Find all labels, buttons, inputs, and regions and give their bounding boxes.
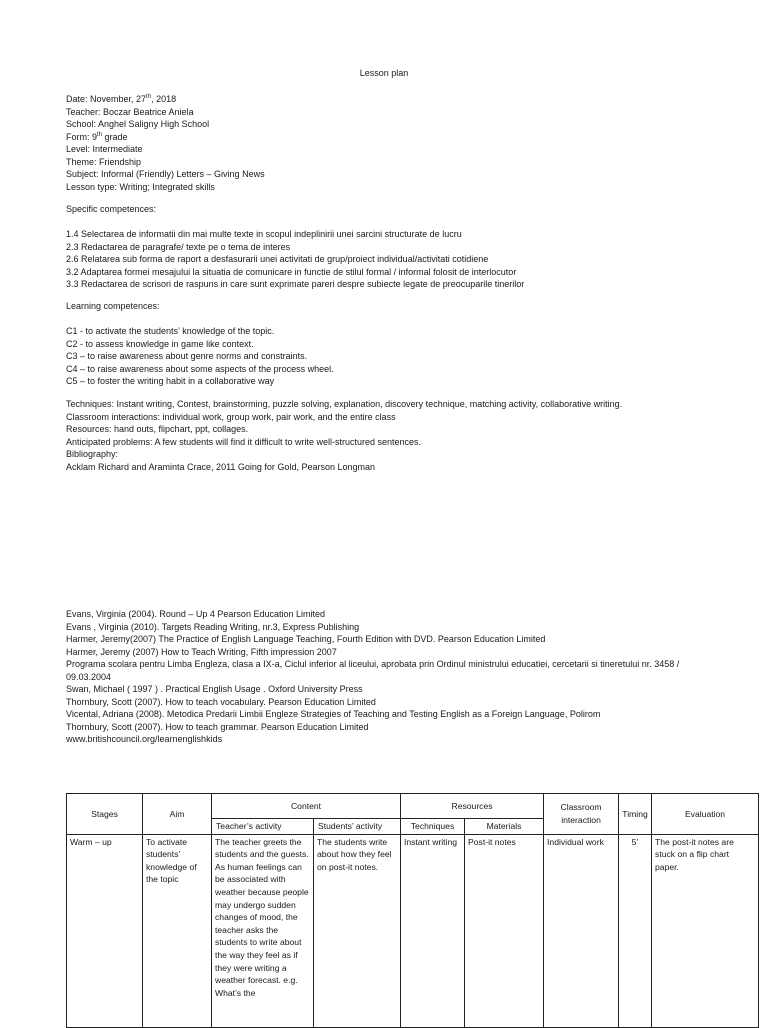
cell-aim: To activate students’ knowledge of the topic — [143, 834, 212, 1027]
cell-timing: 5’ — [619, 834, 652, 1027]
bibliography-entry: Harmer, Jeremy (2007) How to Teach Writing, Fifth impression 2007 — [66, 646, 337, 657]
bibliography-entry: Programa scolara pentru Limba Engleza, clasa a IX-a, Ciclul inferior al liceului, aprobata prin Ordinul ministrului educatiei, cercetarii si tineretului nr. 3458 / 09.03.2004 — [66, 659, 680, 682]
school-line: School: Anghel Saligny High School — [66, 119, 210, 129]
competence-item: 3.3 Redactarea de scrisori de raspuns in care sunt exprimate pareri despre subiecte legate de preocuparile tinerilor — [66, 279, 525, 289]
cell-technique: Instant writing — [401, 834, 465, 1027]
header-techniques: Techniques — [401, 819, 465, 835]
header-evaluation: Evaluation — [652, 794, 759, 835]
competence-item: C2 - to assess knowledge in game like context. — [66, 338, 254, 349]
header-aim: Aim — [143, 794, 212, 835]
cell-interaction: Individual work — [544, 834, 619, 1027]
bibliography-entry: www.britishcouncil.org/learnenglishkids — [66, 734, 223, 744]
section-heading: Specific competences: — [66, 204, 157, 214]
bibliography-entry: Swan, Michael ( 1997 ) . Practical English Usage . Oxford University Press — [66, 684, 363, 694]
subject-line: Subject: Informal (Friendly) Letters – Giving News — [66, 169, 265, 179]
cell-students-activity: The students write about how they feel on post-it notes. — [314, 834, 401, 1027]
specific-competences — [66, 203, 706, 291]
level-line: Level: Intermediate — [66, 144, 143, 154]
bibliography-heading: Bibliography: — [66, 449, 119, 459]
header-resources: Resources — [401, 794, 544, 819]
header-content: Content — [212, 794, 401, 819]
header-timing: Timing — [619, 794, 652, 835]
competence-item: C1 - to activate the students’ knowledge of the topic. — [66, 326, 275, 336]
date-line: Date: November, 27th, 2018 — [66, 94, 177, 104]
cell-stage: Warm – up — [67, 834, 143, 1027]
document-title: Lesson plan — [359, 68, 409, 78]
cell-materials: Post-it notes — [465, 834, 544, 1027]
bibliography-entry: Thornbury, Scott (2007). How to teach grammar. Pearson Education Limited — [66, 721, 369, 732]
bibliography-entry: Acklam Richard and Araminta Crace, 2011 Going for Gold, Pearson Longman — [66, 461, 375, 472]
cell-evaluation: The post-it notes are stuck on a flip chart paper. — [652, 834, 759, 1027]
section-heading: Learning competences: — [66, 301, 160, 311]
teacher-line: Teacher: Boczar Beatrice Aniela — [66, 106, 194, 117]
interactions-line: Classroom interactions: individual work, group work, pair work, and the entire class — [66, 411, 396, 422]
competence-item: C3 – to raise awareness about genre norms and constraints. — [66, 351, 308, 361]
competence-item: 3.2 Adaptarea formei mesajului la situatia de comunicare in functie de stilul formal / informal folosit de interlocutor — [66, 266, 517, 277]
bibliography-entry: Thornbury, Scott (2007). How to teach vocabulary. Pearson Education Limited — [66, 696, 376, 707]
competence-item: 2.6 Relatarea sub forma de raport a desfasurarii unei activitati de grup/proiect individual/activitati cotidiene — [66, 254, 489, 264]
table-row — [67, 834, 759, 1027]
form-line: Form: 9th grade — [66, 131, 128, 142]
lesson-stages-table — [66, 793, 759, 1028]
competence-item: C4 – to raise awareness about some aspects of the process wheel. — [66, 363, 334, 374]
lesson-info — [66, 93, 706, 193]
header-materials: Materials — [465, 819, 544, 835]
cell-teacher-activity: The teacher greets the students and the guests. As human feelings can be associated with weather because people may undergo sudden changes of mood, the teacher asks the students to write about the way they feel as if they were writing a weather forecast. e.g. What’s the — [212, 834, 314, 1027]
competence-item: 2.3 Redactarea de paragrafe/ texte pe o tema de interes — [66, 241, 291, 252]
bibliography-entry: Evans , Virginia (2010). Targets Reading Writing, nr.3, Express Publishing — [66, 621, 360, 632]
header-interaction: Classroom interaction — [544, 794, 619, 835]
techniques-line: Techniques: Instant writing, Contest, brainstorming, puzzle solving, explanation, discovery technique, matching activity, collaborative writing. — [66, 399, 623, 409]
bibliography-entry: Evans, Virginia (2004). Round – Up 4 Pearson Education Limited — [66, 609, 325, 619]
learning-competences — [66, 300, 706, 388]
bibliography-entry: Vicental, Adriana (2008). Metodica Predarii Limbii Engleze Strategies of Teaching and Testing English as a Foreign Language, Polirom — [66, 709, 601, 719]
header-teacher-activity: Teacher’s activity — [212, 819, 314, 835]
bibliography-entry: Harmer, Jeremy(2007) The Practice of English Language Teaching, Fourth Edition with DVD. Pearson Education Limited — [66, 634, 546, 644]
header-stages: Stages — [67, 794, 143, 835]
theme-line: Theme: Friendship — [66, 156, 142, 167]
competence-item: 1.4 Selectarea de informatii din mai multe texte in scopul indeplinirii unei sarcini structurate de lucru — [66, 229, 462, 239]
competence-item: C5 – to foster the writing habit in a collaborative way — [66, 376, 275, 386]
lesson-type-line: Lesson type: Writing; Integrated skills — [66, 181, 215, 192]
table-header-row — [67, 794, 759, 819]
problems-line: Anticipated problems: A few students will find it difficult to write well-structured sentences. — [66, 436, 421, 447]
resources-line: Resources: hand outs, flipchart, ppt, collages. — [66, 424, 249, 434]
lesson-details — [66, 398, 706, 473]
header-students-activity: Students’ activity — [314, 819, 401, 835]
bibliography-list — [66, 608, 706, 746]
